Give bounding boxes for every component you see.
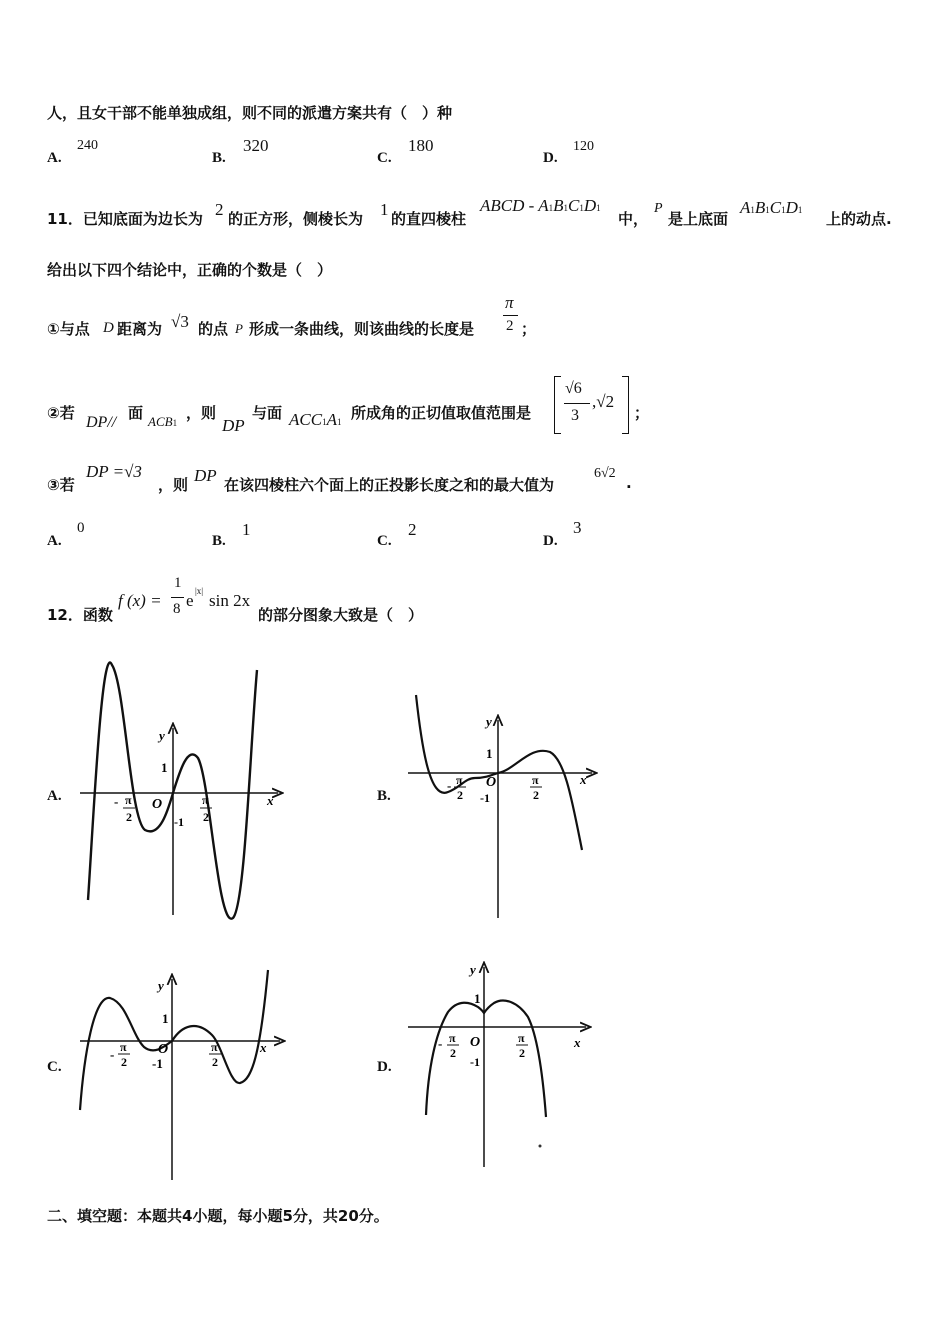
graph-d-tick-neg-pi: π [449,1031,456,1045]
graph-a-tick-neg1: -1 [174,815,184,829]
graph-a [70,660,290,920]
graph-d-tick-neg-2: 2 [450,1046,456,1060]
q11-num-2: 2 [215,200,224,219]
graph-d-tick-pi: π [518,1031,525,1045]
graph-b-origin: O [486,775,497,790]
q11-option-b-letter: B. [212,533,226,549]
graph-c-y-label: y [158,978,164,993]
graph-c-origin: O [158,1042,169,1057]
q11-s1-text-b: 距离为 [117,320,163,338]
graph-c-x-label: x [260,1040,267,1055]
q11-s1-frac-bar [503,315,518,316]
q11-s2-frac-den: 3 [571,407,579,424]
graph-a-x-label: x [267,793,274,808]
q12-fx: f (x) = [118,591,162,610]
q10-option-d-letter: D. [543,150,558,166]
graph-c-tick-neg-pi: π [120,1040,127,1054]
q10-option-a-letter: A. [47,150,62,166]
q11-option-d-value: 3 [573,518,582,537]
q11-s1-end: ； [521,320,537,338]
q11-s2-sqrt6: √6 [565,380,582,397]
graph-d-tick-2: 2 [519,1046,525,1060]
q12-frac-bar [171,597,184,598]
q10-option-a-value: 240 [77,138,98,153]
graph-a-tick-pi: π [202,793,209,807]
graph-c-tick-2: 2 [212,1055,218,1069]
q12-frac-num: 1 [174,575,182,591]
graph-b-tick-neg1: -1 [480,791,490,805]
q11-s2-text-c: 与面 [252,404,283,422]
graph-b-tick-neg-pi: π [456,773,463,787]
q11-option-a-letter: A. [47,533,62,549]
q11-text-6: 上的动点. [826,210,892,228]
q10-tail-text: 人，且女干部不能单独成组，则不同的派遣方案共有（ ）种 [47,104,453,122]
q11-s2-dp: DP [222,416,245,435]
q10-option-c-value: 180 [408,136,434,155]
graph-c-tick-neg-2: 2 [121,1055,127,1069]
graph-c-tick-pi: π [211,1040,218,1054]
q11-s1-frac-num: π [505,293,514,312]
q11-s1-text-c: 的点 [198,320,229,338]
graph-b-tick-neg-2: 2 [457,788,463,802]
graph-c [72,965,292,1185]
q11-s3-dp: DP [194,466,217,485]
graph-a-letter: A. [47,788,62,804]
q12-text-2: 的部分图象大致是（ ） [258,606,424,624]
q11-s2-acc1a1: ACC1A1 [289,410,342,429]
graph-a-tick-1: 1 [161,760,168,775]
q10-option-b-value: 320 [243,136,269,155]
q11-s3-end: . [626,474,632,492]
q11-s2-sqrt2: ,√2 [592,392,615,411]
graph-d-y-label: y [470,962,476,977]
q11-s3-text-b: ，则 [158,476,189,494]
graph-b [400,690,600,922]
q11-s2-mian: 面 [128,404,144,422]
q11-s2-end: ； [634,404,650,422]
q11-s2-right-bracket [622,376,629,434]
graph-c-curve [80,970,268,1110]
q11-s3-value: 6√2 [594,466,616,481]
graph-a-tick-2: 2 [203,810,209,824]
graph-d-letter: D. [377,1059,392,1075]
q12-e: e [186,591,194,610]
q12-frac-den: 8 [173,601,181,617]
q12-exponent: |x| [195,586,204,596]
graph-a-origin: O [152,797,163,812]
q11-s2-text-a: ②若 [47,404,75,422]
graph-d-speck [539,1145,542,1148]
graph-b-y-label: y [486,714,492,729]
q11-s1-sqrt3: √3 [171,312,189,331]
q11-option-d-letter: D. [543,533,558,549]
q11-option-a-value: 0 [77,520,85,536]
graph-c-letter: C. [47,1059,62,1075]
graph-a-tick-neg-2: 2 [126,810,132,824]
graph-b-tick-2: 2 [533,788,539,802]
graph-d [398,957,598,1172]
q11-option-c-letter: C. [377,533,392,549]
graph-d-x-label: x [574,1035,581,1050]
q11-text-5: 是上底面 [668,210,729,228]
q11-s1-text-a: ①与点 [47,320,90,338]
q11-s1-frac-den: 2 [506,318,514,334]
q11-text-4: 中， [618,210,649,228]
q11-s3-equation: DP =√3 [86,462,142,481]
graph-b-letter: B. [377,788,391,804]
section-2-heading: 二、填空题：本题共4小题，每小题5分，共20分。 [47,1207,389,1225]
graph-a-y-label: y [159,728,165,743]
q11-option-c-value: 2 [408,520,417,539]
graph-d-tick-minus: - [438,1036,443,1051]
q11-text-3: 的直四棱柱 [391,210,467,228]
graph-d-curve [426,1001,546,1117]
q11-text-1: 11．已知底面为边长为 [47,210,203,228]
q11-top-face: A1B1C1D1 [740,198,803,217]
graph-b-tick-pi: π [532,773,539,787]
q11-s3-text-c: 在该四棱柱六个面上的正投影长度之和的最大值为 [224,476,555,494]
q11-s2-frac-bar [564,403,590,404]
q11-line-2: 给出以下四个结论中，正确的个数是（ ） [47,261,333,279]
graph-d-tick-1: 1 [474,991,481,1006]
q11-s2-text-d: 所成角的正切值取值范围是 [351,404,532,422]
q11-s2-left-bracket [554,376,561,434]
q11-s1-point-p: P [235,321,243,336]
q11-prism-name: ABCD - A1B1C1D1 [480,196,601,215]
q11-s2-text-b: ，则 [186,404,217,422]
graph-a-tick-minus: - [114,794,119,809]
graph-c-tick-neg1: -1 [152,1056,163,1071]
q11-num-1: 1 [380,200,389,219]
q10-option-c-letter: C. [377,150,392,166]
q10-option-d-value: 120 [573,139,594,154]
graph-b-tick-1: 1 [486,746,493,761]
graph-c-tick-1: 1 [162,1011,169,1026]
graph-d-tick-neg1: -1 [470,1055,480,1069]
q11-option-b-value: 1 [242,520,251,539]
q11-s3-text-a: ③若 [47,476,75,494]
graph-b-tick-minus: - [447,778,452,793]
q12-text-1: 12．函数 [47,606,113,624]
q11-point-p: P [654,201,663,216]
q12-sin: sin 2x [209,591,251,610]
q10-option-b-letter: B. [212,150,226,166]
graph-d-origin: O [470,1035,481,1050]
q11-s1-point-d: D [103,320,114,336]
q11-s2-acb1: ACB1 [148,414,178,429]
q11-text-2: 的正方形，侧棱长为 [228,210,364,228]
graph-c-tick-minus: - [110,1047,115,1062]
graph-b-x-label: x [580,772,587,787]
graph-a-tick-neg-pi: π [125,793,132,807]
q11-s1-text-d: 形成一条曲线，则该曲线的长度是 [249,320,475,338]
q11-s2-dp-parallel: DP// [86,414,117,431]
